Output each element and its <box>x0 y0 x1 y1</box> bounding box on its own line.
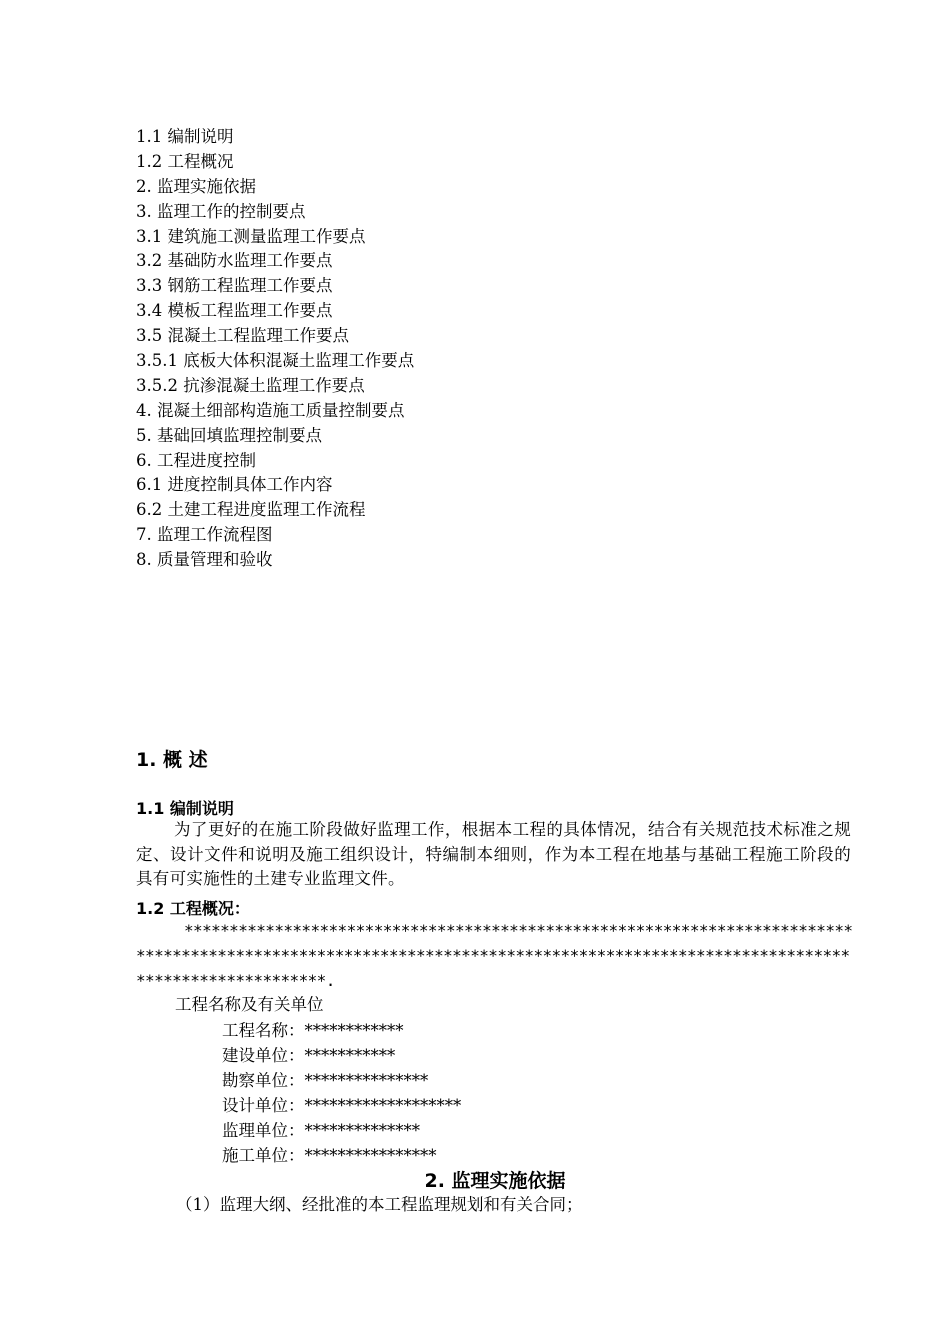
toc-item[interactable]: 3.4 模板工程监理工作要点 <box>136 301 333 321</box>
toc-item[interactable]: 3.5.1 底板大体积混凝土监理工作要点 <box>136 351 415 371</box>
toc-item[interactable]: 7. 监理工作流程图 <box>136 525 273 545</box>
toc-item[interactable]: 1.1 编制说明 <box>136 127 234 146</box>
toc-item[interactable]: 4. 混凝土细部构造施工质量控制要点 <box>136 400 405 420</box>
toc-item[interactable]: 3.3 钢筋工程监理工作要点 <box>136 276 333 296</box>
toc-item[interactable]: 1.2 工程概况 <box>136 151 234 171</box>
compilation-paragraph: 为了更好的在施工阶段做好监理工作，根据本工程的具体情况，结合有关规范技术标准之规定、设计文件和说明及施工组织设计，特编制本细则，作为本工程在地基与基础工程施工阶段的具有可实施性的土建专业监理文件。 <box>136 820 851 888</box>
subsection-1-1-heading: 1.1 编制说明 <box>136 799 234 818</box>
project-overview-masked-text: ******************************************************************************************************************************************************************************. <box>136 921 853 990</box>
toc-item[interactable]: 6.1 进度控制具体工作内容 <box>136 475 333 495</box>
basis-item: （1）监理大纲、经批准的本工程监理规划和有关合同； <box>176 1195 583 1214</box>
table-of-contents <box>136 125 414 573</box>
toc-item[interactable]: 3.1 建筑施工测量监理工作要点 <box>136 226 366 246</box>
unit-line-supervision: 监理单位：************** <box>222 1121 420 1140</box>
toc-item[interactable]: 3.5 混凝土工程监理工作要点 <box>136 326 349 346</box>
subsection-1-2-heading: 1.2 工程概况： <box>136 899 250 918</box>
units-title: 工程名称及有关单位 <box>175 995 324 1014</box>
section-2-heading: 2. 监理实施依据 <box>424 1170 566 1192</box>
unit-line-construction: 施工单位：**************** <box>222 1146 437 1165</box>
toc-item[interactable]: 3.2 基础防水监理工作要点 <box>136 251 333 271</box>
toc-item[interactable]: 6. 工程进度控制 <box>136 450 256 470</box>
toc-item[interactable]: 6.2 土建工程进度监理工作流程 <box>136 500 366 520</box>
toc-item[interactable]: 5. 基础回填监理控制要点 <box>136 425 322 445</box>
unit-line-design: 设计单位：******************* <box>222 1096 462 1115</box>
project-units-list <box>222 1018 461 1168</box>
unit-line-owner: 建设单位：*********** <box>222 1046 396 1065</box>
toc-item[interactable]: 2. 监理实施依据 <box>136 176 256 196</box>
toc-item[interactable]: 8. 质量管理和验收 <box>136 550 273 570</box>
unit-line-survey: 勘察单位：*************** <box>222 1071 429 1090</box>
toc-item[interactable]: 3. 监理工作的控制要点 <box>136 201 306 221</box>
unit-line-project-name: 工程名称：************ <box>222 1021 404 1040</box>
toc-item[interactable]: 3.5.2 抗渗混凝土监理工作要点 <box>136 375 365 395</box>
section-1-heading: 1. 概 述 <box>136 749 208 771</box>
